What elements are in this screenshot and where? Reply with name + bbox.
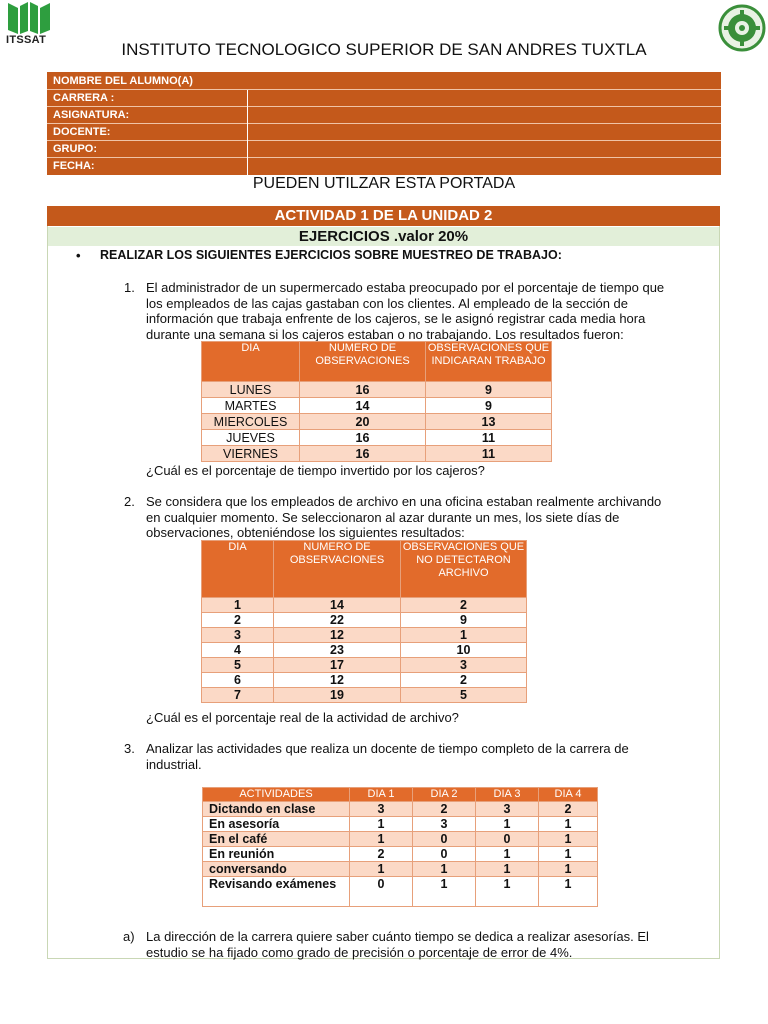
table-row: VIERNES 16 11 (202, 446, 552, 462)
table-row: 4 23 10 (202, 643, 527, 658)
table-header: OBSERVACIONES QUE INDICARAN TRABAJO (426, 342, 552, 382)
part-a-text: La dirección de la carrera quiere saber cuánto tiempo se dedica a realizar asesorías. El estudio se ha fijado como grado de precisión o porcentaje de error de 4%. (146, 929, 649, 960)
table-row: conversando 1 1 1 1 (203, 862, 598, 877)
table-row: JUEVES 16 11 (202, 430, 552, 446)
table-row: 2 22 9 (202, 613, 527, 628)
table-header: DIA 3 (476, 788, 539, 802)
exercise-3-number: 3. (124, 741, 135, 756)
table-row: 5 17 3 (202, 658, 527, 673)
exercise-3-text: Analizar las actividades que realiza un docente de tiempo completo de la carrera de industrial. (146, 741, 629, 772)
table-header: DIA 1 (350, 788, 413, 802)
table-header: DIA 4 (539, 788, 598, 802)
info-row-date: FECHA: (53, 160, 95, 172)
info-row-subject: ASIGNATURA: (47, 107, 721, 124)
info-row-student-name: NOMBRE DEL ALUMNO(A) (47, 73, 721, 90)
table-header: NUMERO DE OBSERVACIONES (274, 541, 401, 598)
table-row: MARTES 14 9 (202, 398, 552, 414)
table-row: Revisando exámenes 0 1 1 1 (203, 877, 598, 907)
activity-subtitle: EJERCICIOS .valor 20% (48, 227, 719, 246)
exercise-1-table (201, 341, 552, 462)
exercise-2-question: ¿Cuál es el porcentaje real de la actividad de archivo? (146, 710, 459, 725)
table-header: DIA 2 (413, 788, 476, 802)
table-row: En asesoría 1 3 1 1 (203, 817, 598, 832)
table-row: En el café 1 0 0 1 (203, 832, 598, 847)
activity-title: ACTIVIDAD 1 DE LA UNIDAD 2 (47, 206, 720, 226)
table-header: NUMERO DE OBSERVACIONES (300, 342, 426, 382)
institution-title: INSTITUTO TECNOLOGICO SUPERIOR DE SAN ANDRES TUXTLA (121, 40, 647, 59)
table-row: Dictando en clase 3 2 3 2 (203, 802, 598, 817)
table-row: En reunión 2 0 1 1 (203, 847, 598, 862)
table-header: OBSERVACIONES QUE NO DETECTARON ARCHIVO (401, 541, 527, 598)
logo-text: ITSSAT (6, 34, 47, 46)
info-row-career: CARRERA : (47, 90, 721, 107)
table-header: DIA (202, 541, 274, 598)
exercise-1-number: 1. (124, 280, 135, 295)
table-header: ACTIVIDADES (203, 788, 350, 802)
exercise-2-table (201, 540, 527, 703)
table-row: MIERCOLES 20 13 (202, 414, 552, 430)
table-header: DIA (202, 342, 300, 382)
part-a-label: a) (123, 929, 135, 944)
student-info-block (47, 72, 721, 175)
exercise-2-number: 2. (124, 494, 135, 509)
table-row: 1 14 2 (202, 598, 527, 613)
table-row: 3 12 1 (202, 628, 527, 643)
table-row: 7 19 5 (202, 688, 527, 703)
table-row: 6 12 2 (202, 673, 527, 688)
bullet-icon: • (76, 248, 81, 263)
table-row: LUNES 16 9 (202, 382, 552, 398)
exercise-1-text: El administrador de un supermercado estaba preocupado por el porcentaje de tiempo que los empleados de las cajas gastaban con los clientes. Al empleado de la sección de información que trabaja enfrente de los cajeros, se le asignó registrar cada media hora durante una semana si los cajeros estaban o no trabajando. Los resultados fueron: (146, 280, 665, 342)
exercise-1-question: ¿Cuál es el porcentaje de tiempo invertido por los cajeros? (146, 463, 485, 478)
info-row-group: GRUPO: (47, 141, 721, 158)
portada-note: PUEDEN UTILZAR ESTA PORTADA (252, 175, 516, 192)
exercise-3-table (202, 787, 598, 907)
info-divider (247, 90, 248, 175)
exercise-2-text: Se considera que los empleados de archivo en una oficina estaban realmente archivando en cualquier momento. Se seleccionaron al azar durante un mes, los siete días de observaciones, obteniéndose los siguientes resultados: (146, 494, 662, 540)
instruction-text: REALIZAR LOS SIGUIENTES EJERCICIOS SOBRE MUESTREO DE TRABAJO: (100, 248, 562, 262)
info-row-teacher: DOCENTE: (47, 124, 721, 141)
